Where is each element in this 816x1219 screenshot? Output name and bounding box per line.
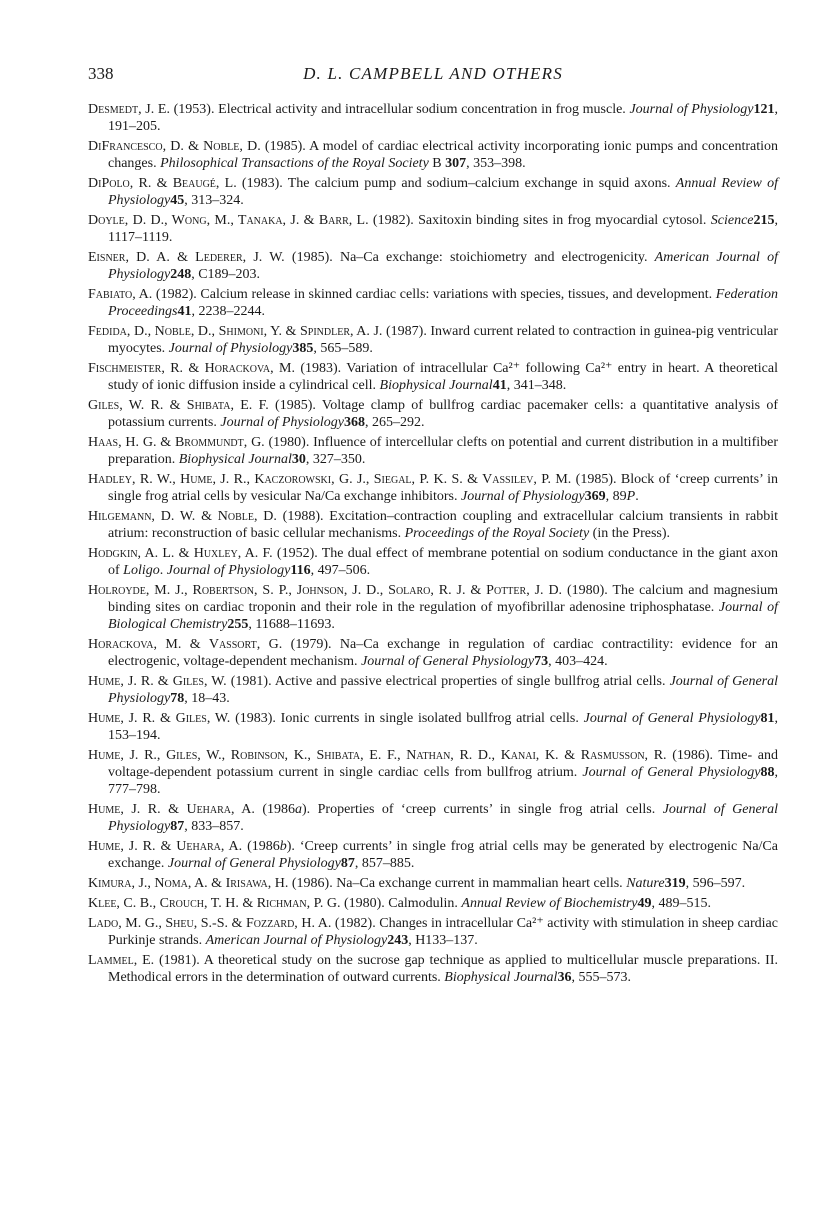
ref-text: ). ‘Creep currents’ in single frog atrial cells may be generated by electrogenic Na/Ca exchange.	[108, 839, 778, 871]
ref-text: (1988). Excitation–contraction coupling and extracellular calcium transients in rabbit atrium: reconstruction of basic cellular mechanisms.	[108, 509, 778, 541]
ref-authors: Lado, M. G., Sheu, S.-S. & Fozzard, H. A.	[88, 916, 332, 931]
ref-authors: Giles, W. R. & Shibata, E. F.	[88, 398, 269, 413]
ref-journal: Journal of Physiology	[220, 415, 345, 430]
ref-volume: 41	[492, 378, 507, 393]
ref-pages: , 403–424.	[548, 654, 608, 669]
ref-journal: Journal of Physiology	[166, 563, 291, 578]
ref-journal: Journal of Physiology	[168, 341, 293, 356]
ref-authors: Fedida, D., Noble, D., Shimoni, Y. & Spindler, A. J.	[88, 324, 383, 339]
ref-volume: 87	[170, 819, 185, 834]
ref-authors: Klee, C. B., Crouch, T. H. & Richman, P. G.	[88, 896, 341, 911]
ref-journal: Journal of General Physiology	[108, 674, 778, 706]
ref-authors: Horackova, M. & Vassort, G.	[88, 637, 283, 652]
ref-pages: , 18–43.	[184, 691, 230, 706]
ref-authors: Hume, J. R. & Giles, W.	[88, 674, 227, 689]
ref-volume: 368	[344, 415, 366, 430]
ref-authors: Hume, J. R. & Giles, W.	[88, 711, 231, 726]
ref-volume: 319	[664, 876, 686, 891]
reference-entry	[88, 249, 778, 283]
ref-text: (1986	[242, 839, 280, 854]
reference-entry	[88, 875, 778, 892]
ref-journal: Proceedings of the Royal Society	[404, 526, 590, 541]
ref-text: .	[159, 563, 167, 578]
ref-volume: 30	[291, 452, 306, 467]
reference-entry	[88, 673, 778, 707]
ref-series: B	[428, 156, 446, 171]
ref-pages: , 2238–2244.	[191, 304, 265, 319]
ref-volume: 385	[292, 341, 314, 356]
ref-text: (1986	[254, 802, 295, 817]
ref-volume: 73	[534, 654, 549, 669]
ref-authors: Doyle, D. D., Wong, M., Tanaka, J. & Barr, L.	[88, 213, 369, 228]
reference-entry	[88, 710, 778, 744]
ref-journal: Journal of General Physiology	[583, 711, 761, 726]
ref-volume: 121	[753, 102, 775, 117]
ref-text: .	[635, 489, 639, 504]
reference-entry	[88, 915, 778, 949]
ref-text: (1952). The dual effect of membrane potential on sodium conductance in the giant axon of	[108, 546, 778, 578]
ref-authors: Hume, J. R., Giles, W., Robinson, K., Shibata, E. F., Nathan, R. D., Kanai, K. & Rasmusson, R.	[88, 748, 667, 763]
ref-text: (1982). Changes in intracellular Ca²⁺ activity with stimulation in sheep cardiac Purkinje strands.	[108, 916, 778, 948]
ref-journal: Journal of General Physiology	[108, 802, 778, 834]
ref-pages: , 497–506.	[310, 563, 371, 578]
ref-pages: , 341–348.	[506, 378, 567, 393]
ref-journal: Journal of Biological Chemistry	[108, 600, 778, 632]
ref-text-italic: Loligo	[123, 563, 160, 578]
ref-pages: , 11688–11693.	[248, 617, 335, 632]
ref-authors: Desmedt, J. E.	[88, 102, 170, 117]
reference-entry	[88, 895, 778, 912]
ref-text: (1981). Active and passive electrical properties of single bullfrog atrial cells.	[226, 674, 670, 689]
ref-authors: Holroyde, M. J., Robertson, S. P., Johnson, J. D., Solaro, R. J. & Potter, J. D.	[88, 583, 563, 598]
ref-volume: 45	[170, 193, 185, 208]
ref-pages: , 857–885.	[354, 856, 415, 871]
ref-text: (1979). Na–Ca exchange in regulation of cardiac contractility: evidence for an electrogenic, voltage-dependent mechanism.	[108, 637, 779, 669]
ref-journal: Annual Review of Physiology	[108, 176, 778, 208]
reference-entry	[88, 636, 778, 670]
ref-journal: Annual Review of Biochemistry	[461, 896, 638, 911]
ref-journal: Journal of General Physiology	[167, 856, 341, 871]
ref-pages: , 327–350.	[305, 452, 366, 467]
ref-journal: Biophysical Journal	[178, 452, 292, 467]
ref-pages: , 489–515.	[651, 896, 712, 911]
ref-text: (1983). The calcium pump and sodium–calcium exchange in squid axons.	[236, 176, 676, 191]
ref-authors: DiPolo, R. & Beaugé, L.	[88, 176, 237, 191]
reference-entry	[88, 545, 778, 579]
ref-volume: 41	[177, 304, 192, 319]
ref-volume: 36	[557, 970, 572, 985]
ref-authors: Hilgemann, D. W. & Noble, D.	[88, 509, 277, 524]
ref-volume: 49	[637, 896, 652, 911]
ref-authors: Kimura, J., Noma, A. & Irisawa, H.	[88, 876, 289, 891]
reference-entry	[88, 212, 778, 246]
ref-pages: , 191–205.	[108, 102, 778, 134]
ref-text: (1985). A model of cardiac electrical activity incorporating ionic pumps and concentration changes.	[108, 139, 778, 171]
ref-pages: , 1117–1119.	[108, 213, 778, 245]
ref-authors: Fischmeister, R. & Horackova, M.	[88, 361, 295, 376]
ref-journal: Biophysical Journal	[379, 378, 493, 393]
reference-entry	[88, 952, 778, 986]
running-head: D. L. CAMPBELL AND OTHERS	[303, 64, 563, 83]
ref-text: (1983). Ionic currents in single isolated bullfrog atrial cells.	[230, 711, 584, 726]
ref-text: (1982). Saxitoxin binding sites in frog myocardial cytosol.	[368, 213, 711, 228]
ref-authors: Haas, H. G. & Brommundt, G.	[88, 435, 265, 450]
ref-text: (1985). Block of ‘creep currents’ in single frog atrial cells by vesicular Na/Ca exchange inhibitors.	[108, 472, 778, 504]
reference-entry	[88, 397, 778, 431]
reference-entry	[88, 138, 778, 172]
ref-volume: 116	[290, 563, 311, 578]
reference-entry	[88, 434, 778, 468]
ref-authors: Hadley, R. W., Hume, J. R., Kaczorowski, G. J., Siegal, P. K. S. & Vassilev, P. M.	[88, 472, 572, 487]
ref-pages: , 833–857.	[184, 819, 244, 834]
ref-volume: 248	[170, 267, 192, 282]
ref-text: (1985). Na–Ca exchange: stoichiometry and electrogenicity.	[284, 250, 655, 265]
reference-entry	[88, 323, 778, 357]
ref-volume: 369	[584, 489, 606, 504]
ref-journal: Journal of Physiology	[629, 102, 754, 117]
ref-text-italic: P	[626, 489, 636, 504]
ref-volume: 88	[760, 765, 775, 780]
ref-pages: , 265–292.	[365, 415, 425, 430]
ref-pages: , 777–798.	[108, 765, 778, 797]
reference-entry	[88, 175, 778, 209]
ref-text: ). Properties of ‘creep currents’ in single frog atrial cells.	[302, 802, 663, 817]
page-header	[88, 64, 778, 88]
ref-pages: , 353–398.	[466, 156, 526, 171]
ref-pages: , 596–597.	[685, 876, 746, 891]
ref-pages: , 555–573.	[571, 970, 631, 985]
page-number: 338	[88, 64, 114, 83]
ref-text: (1986). Time- and voltage-dependent potassium current in single cardiac cells from bullfrog atrium.	[108, 748, 779, 780]
reference-entry	[88, 747, 778, 798]
ref-text: (1981). A theoretical study on the sucrose gap technique as applied to multicellular muscle preparations. II. Methodical errors in the determination of outward currents.	[108, 953, 778, 985]
ref-pages: , C189–203.	[191, 267, 261, 282]
reference-entry	[88, 582, 778, 633]
ref-volume: 243	[387, 933, 409, 948]
ref-text: (1987). Inward current related to contraction in guinea-pig ventricular myocytes.	[108, 324, 778, 356]
reference-list	[88, 101, 778, 989]
ref-text: (1953). Electrical activity and intracellular sodium concentration in frog muscle.	[169, 102, 630, 117]
ref-pages: , 153–194.	[108, 711, 778, 743]
ref-text: (1980). Calmodulin.	[340, 896, 462, 911]
ref-authors: Eisner, D. A. & Lederer, J. W.	[88, 250, 285, 265]
ref-authors: Fabiato, A.	[88, 287, 153, 302]
ref-volume: 255	[227, 617, 249, 632]
reference-entry	[88, 838, 778, 872]
ref-volume: 215	[753, 213, 775, 228]
ref-text-italic: b	[279, 839, 287, 854]
ref-journal: Journal of General Physiology	[361, 654, 535, 669]
ref-authors: Hodgkin, A. L. & Huxley, A. F.	[88, 546, 273, 561]
ref-pages: , 565–589.	[313, 341, 373, 356]
ref-journal: Journal of Physiology	[461, 489, 585, 504]
ref-journal: Science	[710, 213, 754, 228]
ref-authors: Hume, J. R. & Uehara, A.	[88, 839, 243, 854]
ref-journal: Philosophical Transactions of the Royal Society	[160, 156, 429, 171]
ref-pages: , 89	[605, 489, 627, 504]
ref-journal: Journal of General Physiology	[582, 765, 761, 780]
ref-journal: Biophysical Journal	[444, 970, 558, 985]
reference-entry	[88, 471, 778, 505]
ref-journal: American Journal of Physiology	[205, 933, 388, 948]
ref-text-italic: a	[295, 802, 302, 817]
ref-authors: Hume, J. R. & Uehara, A.	[88, 802, 255, 817]
reference-entry	[88, 508, 778, 542]
ref-text: (1983). Variation of intracellular Ca²⁺ following Ca²⁺ entry in heart. A theoretical study of ionic diffusion inside a cylindrical cell.	[108, 361, 778, 393]
ref-pages: , 313–324.	[184, 193, 244, 208]
ref-volume: 87	[340, 856, 355, 871]
ref-volume: 78	[170, 691, 185, 706]
ref-volume: 81	[760, 711, 775, 726]
ref-text: (1985). Voltage clamp of bullfrog cardiac pacemaker cells: a quantitative analysis of potassium currents.	[108, 398, 778, 430]
ref-text: (1980). Influence of intercellular clefts on potential and current distribution in a multifiber preparation.	[108, 435, 779, 467]
ref-authors: Lammel, E.	[88, 953, 155, 968]
reference-entry	[88, 101, 778, 135]
ref-journal: Federation Proceedings	[108, 287, 778, 319]
ref-text: (1986). Na–Ca exchange current in mammalian heart cells.	[288, 876, 627, 891]
reference-entry	[88, 801, 778, 835]
ref-text: (1982). Calcium release in skinned cardiac cells: variations with species, tissues, and development.	[152, 287, 716, 302]
ref-volume: 307	[445, 156, 467, 171]
reference-entry	[88, 360, 778, 394]
ref-journal: Nature	[626, 876, 665, 891]
reference-entry	[88, 286, 778, 320]
ref-authors: DiFrancesco, D. & Noble, D.	[88, 139, 261, 154]
ref-pages: , H133–137.	[408, 933, 478, 948]
ref-pages: (in the Press).	[589, 526, 671, 541]
ref-text: (1980). The calcium and magnesium binding sites on cardiac troponin and their role in the regulation of myofibrillar adenosine triphosphatase.	[108, 583, 778, 615]
ref-journal: American Journal of Physiology	[108, 250, 778, 282]
